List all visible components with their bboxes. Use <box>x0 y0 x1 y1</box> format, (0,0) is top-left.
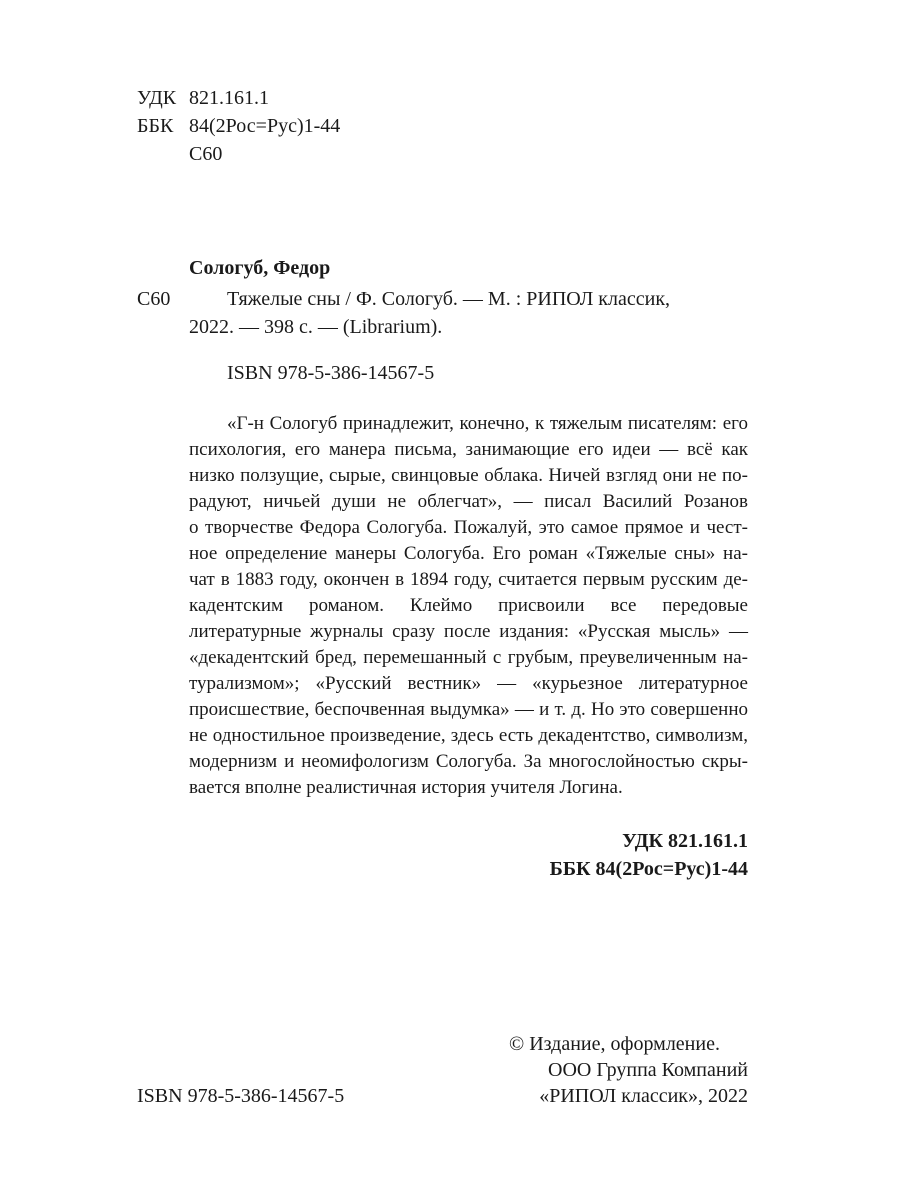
udk-code-line <box>137 86 269 110</box>
copyright-line-3: «РИПОЛ классик», 2022 <box>539 1085 748 1107</box>
bbk-label: ББК <box>137 115 174 137</box>
annotation-line: происшествие, беспочвенная выдумка» — и т. д. Но это совершенно <box>189 699 748 720</box>
annotation-line: о творчестве Федора Сологуба. Пожалуй, это самое прямое и чест- <box>189 517 748 538</box>
bbk-code-line <box>137 114 340 138</box>
annotation-line: турализмом»; «Русский вестник» — «курьезное литературное <box>189 673 748 694</box>
bottom-isbn: ISBN 978-5-386-14567-5 <box>137 1085 345 1107</box>
entry-title-line-2: 2022. — 398 с. — (Librarium). <box>189 316 443 338</box>
copyright-line-2: ООО Группа Компаний <box>548 1059 748 1081</box>
annotation-line: вается вполне реалистичная история учителя Логина. <box>189 777 623 798</box>
entry-title-line-1: Тяжелые сны / Ф. Сологуб. — М. : РИПОЛ классик, <box>227 288 671 310</box>
udk-value: 821.161.1 <box>189 87 269 109</box>
annotation-line: радуют, ничьей души не облегчат», — писал Василий Розанов <box>189 491 748 512</box>
entry-isbn: ISBN 978-5-386-14567-5 <box>227 362 435 384</box>
annotation-line: не одностильное произведение, здесь есть декадентство, символизм, <box>189 725 748 746</box>
copyright-line-1: © Издание, оформление. <box>509 1033 720 1055</box>
annotation-line: «Г-н Сологуб принадлежит, конечно, к тяжелым писателям: его <box>227 413 748 434</box>
entry-author: Сологуб, Федор <box>189 257 331 279</box>
annotation-line: низко ползущие, сырые, свинцовые облака. Ничей взгляд они не по- <box>189 465 748 486</box>
author-sign-header: С60 <box>189 143 223 165</box>
annotation-line: модернизм и неомифологизм Сологуба. За многослойностью скры- <box>189 751 748 772</box>
footer-udk: УДК 821.161.1 <box>622 830 748 852</box>
annotation-line: литературные журналы сразу после издания: «Русская мысль» — <box>189 621 748 642</box>
annotation-line: кадентским романом. Клеймо присвоили все передовые <box>189 595 748 616</box>
entry-author-sign: С60 <box>137 288 171 310</box>
annotation-line: чат в 1883 году, окончен в 1894 году, считается первым русским де- <box>189 569 748 590</box>
annotation-line: ное определение манеры Сологуба. Его роман «Тяжелые сны» на- <box>189 543 748 564</box>
annotation-line: «декадентский бред, перемешанный с грубым, преувеличенным на- <box>189 647 748 668</box>
footer-bbk: ББК 84(2Рос=Рус)1-44 <box>549 858 748 880</box>
annotation-line: психология, его манера письма, занимающие его идеи — всё как <box>189 439 748 460</box>
bbk-value: 84(2Рос=Рус)1-44 <box>189 115 341 137</box>
udk-label: УДК <box>137 87 177 109</box>
